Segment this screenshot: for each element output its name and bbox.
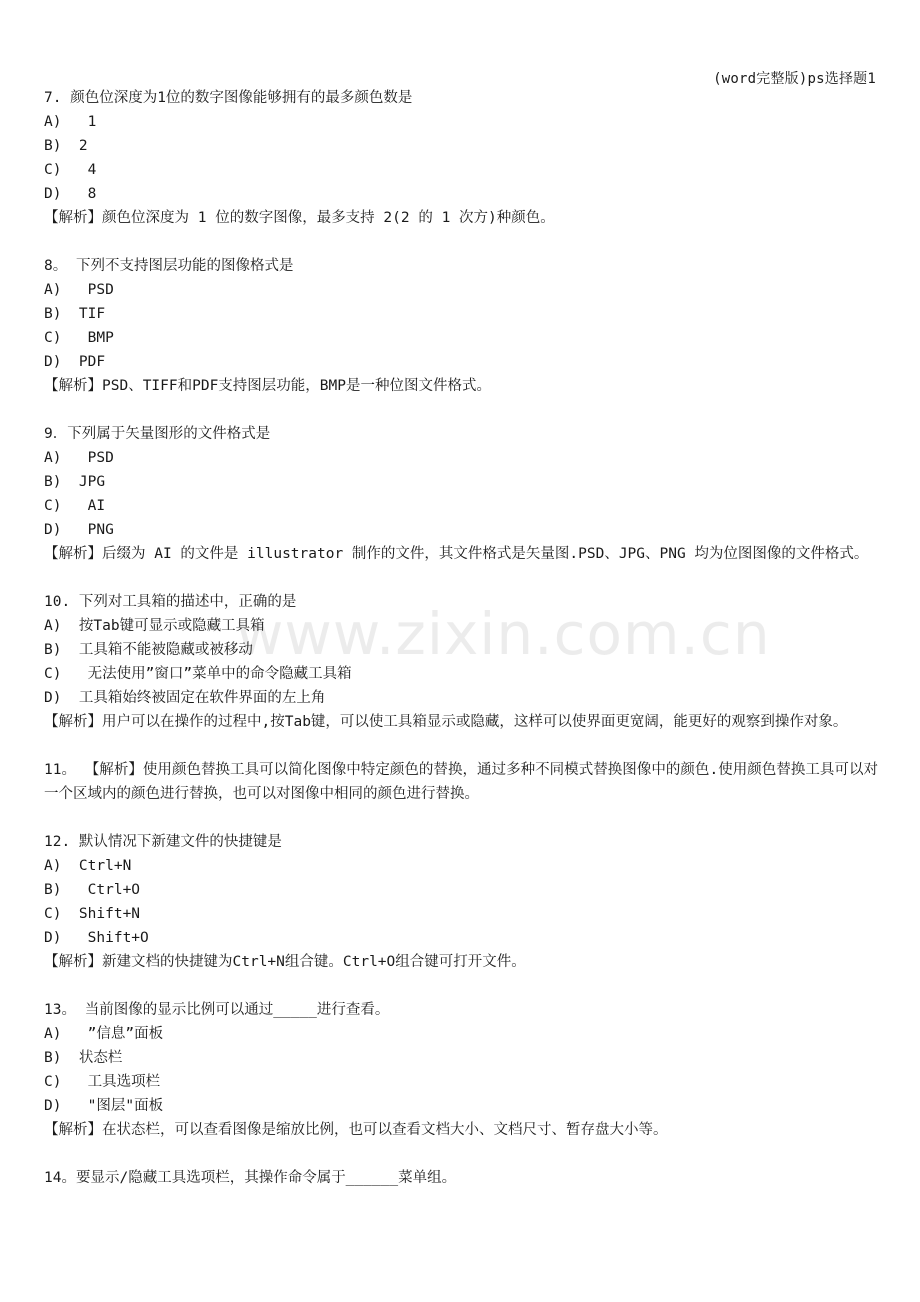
- question-block: [44, 86, 878, 230]
- document-header: (word完整版)ps选择题1: [713, 71, 876, 87]
- answer-option: D) 8: [44, 186, 97, 202]
- answer-option: D) 工具箱始终被固定在软件界面的左上角: [44, 690, 326, 706]
- answer-option: B) Ctrl+O: [44, 882, 141, 898]
- answer-option: D) PNG: [44, 522, 114, 538]
- answer-option: C) BMP: [44, 330, 114, 346]
- question-block: [44, 758, 878, 806]
- answer-option: B) 2: [44, 138, 88, 154]
- answer-analysis: 【解析】颜色位深度为 1 位的数字图像，最多支持 2(2 的 1 次方)种颜色。: [44, 210, 555, 226]
- question-stem: 7. 颜色位深度为1位的数字图像能够拥有的最多颜色数是: [44, 90, 413, 106]
- answer-option: D) PDF: [44, 354, 106, 370]
- question-block: [44, 254, 878, 398]
- answer-analysis: 【解析】用户可以在操作的过程中,按Tab键，可以使工具箱显示或隐藏，这样可以使界面更宽阔，能更好的观察到操作对象。: [44, 714, 848, 730]
- answer-option: A) Ctrl+N: [44, 858, 132, 874]
- question-block: [44, 1166, 878, 1190]
- answer-option: B) 状态栏: [44, 1050, 123, 1066]
- answer-analysis: 【解析】在状态栏，可以查看图像是缩放比例，也可以查看文档大小、文档尺寸、暂存盘大小等。: [44, 1122, 668, 1138]
- answer-option: C) 无法使用”窗口”菜单中的命令隐藏工具箱: [44, 666, 352, 682]
- question-stem: 10. 下列对工具箱的描述中，正确的是: [44, 594, 297, 610]
- answer-option: C) Shift+N: [44, 906, 141, 922]
- answer-analysis: 【解析】新建文档的快捷键为Ctrl+N组合键。Ctrl+O组合键可打开文件。: [44, 954, 526, 970]
- question-stem: 12. 默认情况下新建文件的快捷键是: [44, 834, 282, 850]
- watermark: www.zixin.com.cn: [236, 600, 771, 668]
- answer-option: A) ”信息”面板: [44, 1026, 164, 1042]
- question-stem: 8。 下列不支持图层功能的图像格式是: [44, 258, 294, 274]
- question-block: [44, 830, 878, 974]
- answer-analysis: 【解析】PSD、TIFF和PDF支持图层功能，BMP是一种位图文件格式。: [44, 378, 491, 394]
- answer-option: C) 工具选项栏: [44, 1074, 161, 1090]
- answer-option: B) 工具箱不能被隐藏或被移动: [44, 642, 253, 658]
- answer-option: A) PSD: [44, 282, 114, 298]
- question-stem: 13。 当前图像的显示比例可以通过_____进行查看。: [44, 1002, 390, 1018]
- question-stem: 9．下列属于矢量图形的文件格式是: [44, 426, 271, 442]
- answer-option: C) 4: [44, 162, 97, 178]
- answer-option: A) 按Tab键可显示或隐藏工具箱: [44, 618, 265, 634]
- question-list: [44, 86, 878, 1214]
- answer-option: B) JPG: [44, 474, 106, 490]
- question-block: [44, 998, 878, 1142]
- answer-analysis: 11。 【解析】使用颜色替换工具可以简化图像中特定颜色的替换，通过多种不同模式替换图像中的颜色.使用颜色替换工具可以对一个区域内的颜色进行替换，也可以对图像中相同的颜色进行替换。: [44, 762, 878, 802]
- question-block: [44, 422, 878, 566]
- answer-option: A) 1: [44, 114, 97, 130]
- answer-option: D) Shift+O: [44, 930, 149, 946]
- question-block: [44, 590, 878, 734]
- answer-option: B) TIF: [44, 306, 106, 322]
- answer-analysis: 【解析】后缀为 AI 的文件是 illustrator 制作的文件，其文件格式是矢量图.PSD、JPG、PNG 均为位图图像的文件格式。: [44, 546, 869, 562]
- answer-option: C) AI: [44, 498, 106, 514]
- answer-option: A) PSD: [44, 450, 114, 466]
- question-stem: 14。要显示/隐藏工具选项栏，其操作命令属于______菜单组。: [44, 1170, 457, 1186]
- answer-option: D) "图层"面板: [44, 1098, 164, 1114]
